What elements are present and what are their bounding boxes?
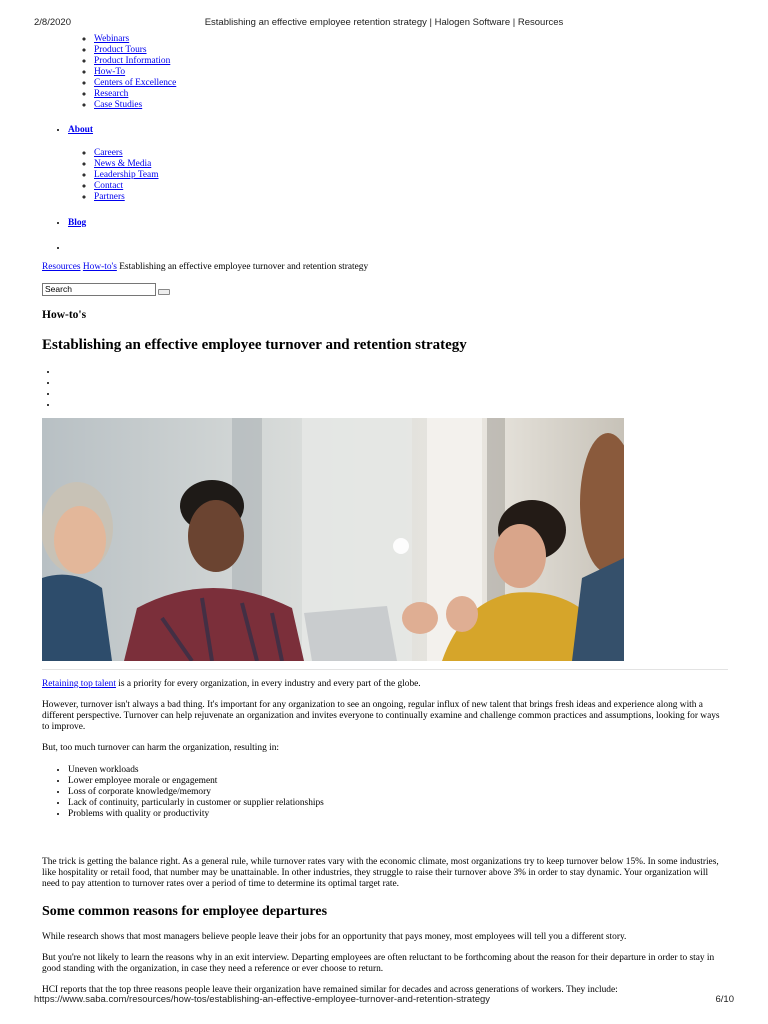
article-category: How-to's [42,309,87,321]
submenu-item-research [94,89,728,100]
search-button[interactable] [158,289,170,295]
main-nav [42,124,728,254]
share-list [42,367,728,411]
search-input[interactable]: Search [42,283,156,296]
link-contact[interactable]: Contact [94,181,124,191]
submenu-item-careers [94,148,728,159]
link-product-tours[interactable]: Product Tours [94,45,147,55]
list-item: • Uneven workloads [68,765,728,776]
article-title: Establishing an effective employee turnover and retention strategy [42,337,467,353]
link-centers-of-excellence[interactable]: Centers of Excellence [94,78,177,88]
divider [42,669,728,670]
print-header [0,17,768,29]
submenu-item-leadership [94,170,728,181]
submenu-item-news-media [94,159,728,170]
nav-link-about[interactable]: About [68,125,94,135]
breadcrumb [42,262,728,273]
resources-submenu [68,34,728,111]
print-page-number: 6/10 [715,994,734,1005]
paragraph-hci: HCI reports that the top three reasons people leave their organization have remained similar for decades and across generations of workers. They include: [42,985,618,995]
share-item[interactable] [58,378,728,389]
paragraph-turnover-not-bad: However, turnover isn't always a bad thing. It's important for any organization to see an ongoing, regular influx of new talent that brings fresh ideas and experience along with a different perspective. Turnover can help rejuvenate an organization and invites everyone to continually examine and challenge common practices and assumptions, looking for ways to improve. [42,700,720,732]
breadcrumb-howtos[interactable]: How-to's [82,262,117,272]
link-leadership-team[interactable]: Leadership Team [94,170,159,180]
nav-item-about [68,124,728,203]
list-item: • Lower employee morale or engagement [68,776,728,787]
page-content [42,34,728,996]
share-item[interactable] [58,389,728,400]
print-date: 2/8/2020 [34,17,71,28]
link-case-studies[interactable]: Case Studies [94,100,143,110]
link-research[interactable]: Research [94,89,129,99]
about-submenu [68,148,728,203]
paragraph-too-much-turnover: But, too much turnover can harm the organization, resulting in: [42,743,280,753]
submenu-item-webinars [94,34,728,45]
hero-image [42,418,624,661]
submenu-item-partners [94,192,728,203]
submenu-item-case-studies [94,100,728,111]
intro-paragraph [42,679,728,690]
breadcrumb-current: Establishing an effective employee turnover and retention strategy [119,262,369,272]
breadcrumb-resources[interactable]: Resources [42,262,81,272]
share-item[interactable] [58,367,728,378]
link-webinars[interactable]: Webinars [94,34,130,44]
list-item: • Loss of corporate knowledge/memory [68,787,728,798]
paragraph-exit-interview: But you're not likely to learn the reasons why in an exit interview. Departing employees are often reluctant to be forthcoming about the reason for their departure in order to stay in good standing with the organization, in case they need a reference or ever choose to return. [42,953,715,974]
paragraph-research: While research shows that most managers believe people leave their jobs for an opportunity that pays money, most employees will tell you a different story. [42,932,627,942]
link-partners[interactable]: Partners [94,192,125,202]
share-item[interactable] [58,400,728,411]
submenu-item-product-information [94,56,728,67]
print-url: https://www.saba.com/resources/how-tos/establishing-an-effective-employee-turnover-and-retention-strategy [34,994,491,1005]
hero-photo [42,418,624,661]
link-news-media[interactable]: News & Media [94,159,152,169]
paragraph-balance: The trick is getting the balance right. As a general rule, while turnover rates vary with the economic climate, most organizations try to keep turnover below 15%. In some industries, like hospitality or retail food, that number may be unattainable. In other industries, they struggle to raise their turnover above 3% in order to stay dynamic. Your organization will need to pay attention to turnover rates over a period of time to determine its optimal target rate. [42,857,719,889]
link-how-to[interactable]: How-To [94,67,126,77]
harms-list [42,765,728,820]
section-heading-departures: Some common reasons for employee departures [42,904,328,919]
submenu-item-product-tours [94,45,728,56]
submenu-item-contact [94,181,728,192]
retaining-top-talent-link[interactable]: Retaining top talent [42,679,116,689]
print-footer [0,994,768,1006]
submenu-item-how-to [94,67,728,78]
submenu-item-centers [94,78,728,89]
nav-link-blog[interactable]: Blog [68,218,87,228]
link-product-information[interactable]: Product Information [94,56,171,66]
link-careers[interactable]: Careers [94,148,123,158]
print-page-title: Establishing an effective employee retention strategy | Halogen Software | Resources [204,17,564,28]
list-item: • Problems with quality or productivity [68,809,728,820]
list-item: • Lack of continuity, particularly in customer or supplier relationships [68,798,728,809]
nav-item-empty [68,242,728,254]
search-bar [42,283,728,297]
intro-text: is a priority for every organization, in every industry and every part of the globe. [115,679,421,689]
nav-item-blog [68,217,728,229]
